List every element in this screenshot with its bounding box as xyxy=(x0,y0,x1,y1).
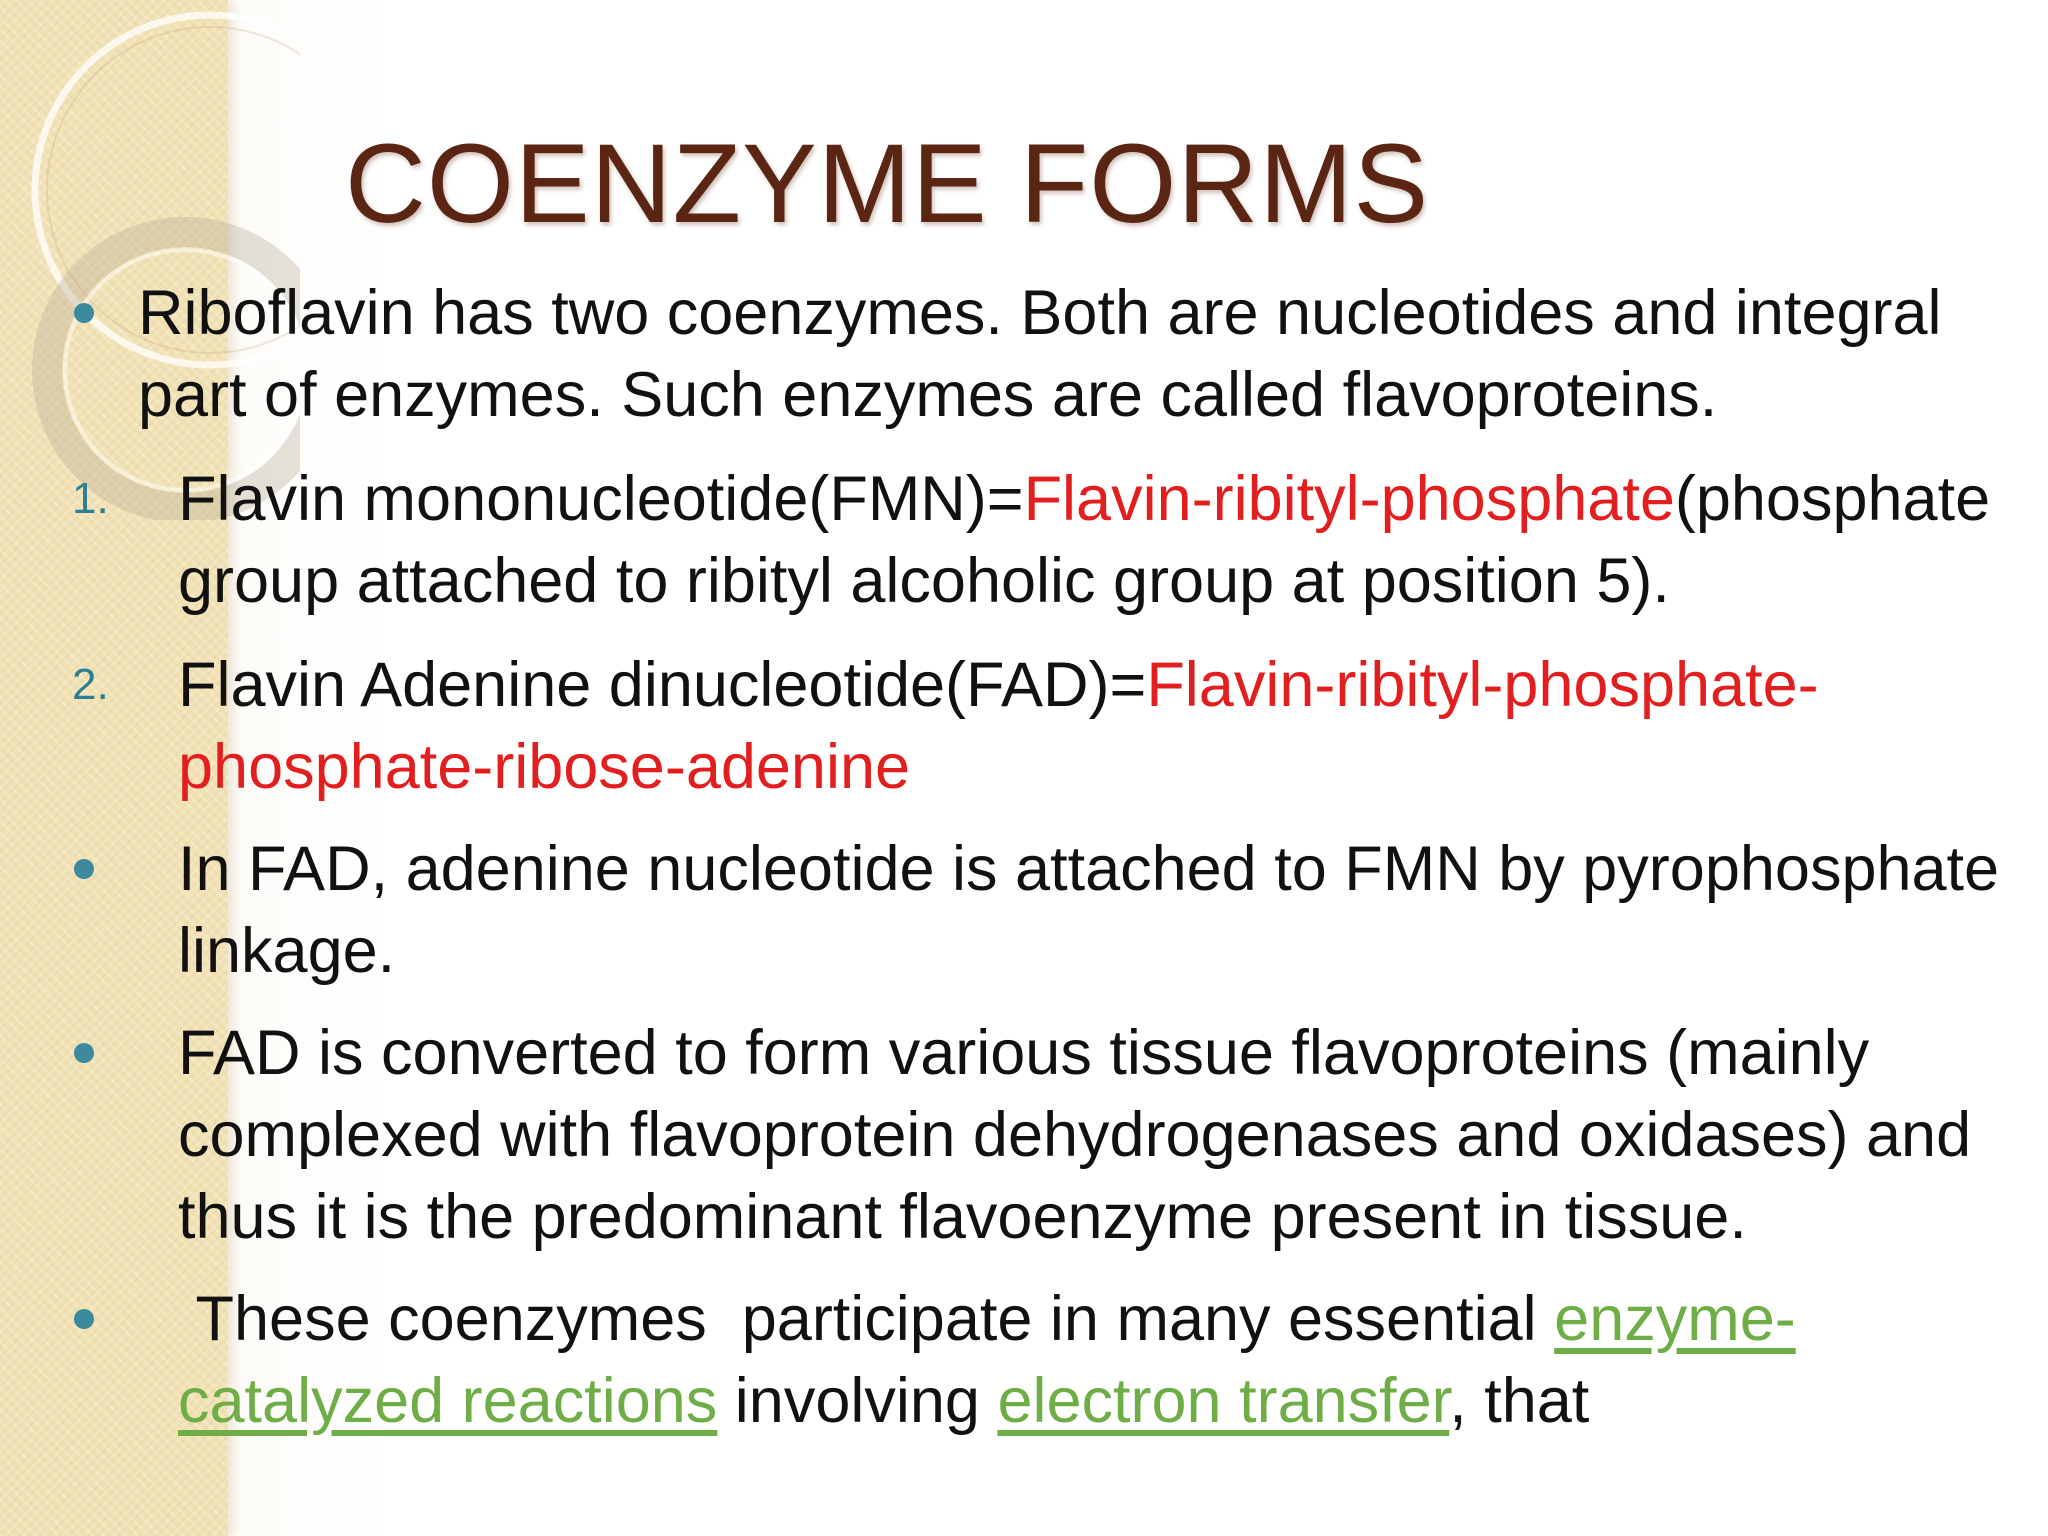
item-text-red: Flavin-ribityl-phosphate-phosphate-ribose-adenine xyxy=(178,650,1819,802)
slide-content xyxy=(0,272,2048,1442)
bullet-item-2 xyxy=(0,828,2048,992)
numbered-item-2 xyxy=(0,644,2048,808)
bullet-item-3 xyxy=(0,1012,2048,1258)
hyperlink-electron-transfer[interactable]: electron transfer xyxy=(997,1366,1450,1436)
bullet-marker xyxy=(74,1012,94,1094)
bullet-marker xyxy=(74,828,94,910)
bullet-text: In FAD, adenine nucleotide is attached to FMN by pyrophosphate linkage. xyxy=(178,834,2000,986)
item-text-plain: involving xyxy=(717,1366,998,1436)
numbered-item-text xyxy=(178,644,2028,808)
numbered-item-text xyxy=(178,458,2028,622)
bullet-item-1 xyxy=(0,272,2048,436)
bullet-marker xyxy=(74,272,94,354)
bullet-item-4 xyxy=(0,1278,2048,1442)
bullet-dot-icon xyxy=(74,859,94,879)
bullet-marker xyxy=(74,1278,94,1360)
item-text-plain: These coenzymes participate in many essential xyxy=(178,1284,1555,1354)
bullet-text: FAD is converted to form various tissue flavoproteins (mainly complexed with flavoprotein dehydrogenases and oxidases) and thus it is the predominant flavoenzyme present in tissue. xyxy=(178,1018,1972,1252)
bullet-dot-icon xyxy=(74,1043,94,1063)
number-label: 1. xyxy=(72,474,109,523)
slide-title: COENZYME FORMS xyxy=(345,121,1430,246)
item-text-red: Flavin-ribityl-phosphate xyxy=(1023,464,1675,534)
bullet-text: Riboflavin has two coenzymes. Both are nucleotides and integral part of enzymes. Such enzymes are called flavoproteins. xyxy=(138,278,1942,430)
numbered-item-1 xyxy=(0,458,2048,622)
bullet-dot-icon xyxy=(74,303,94,323)
number-label: 2. xyxy=(72,660,109,709)
number-marker xyxy=(72,458,109,540)
item-text-plain: Flavin mononucleotide(FMN)= xyxy=(178,464,1024,534)
item-text-plain: Flavin Adenine dinucleotide(FAD)= xyxy=(178,650,1147,720)
bullet-text xyxy=(178,1278,2028,1442)
number-marker xyxy=(72,644,109,726)
bullet-dot-icon xyxy=(74,1309,94,1329)
item-text-plain: (phosphate group attached to ribityl alcoholic group at position 5). xyxy=(178,464,1991,616)
item-text-plain: , that xyxy=(1449,1366,1590,1436)
hyperlink-enzyme-catalyzed-reactions[interactable]: enzyme-catalyzed reactions xyxy=(178,1284,1796,1436)
